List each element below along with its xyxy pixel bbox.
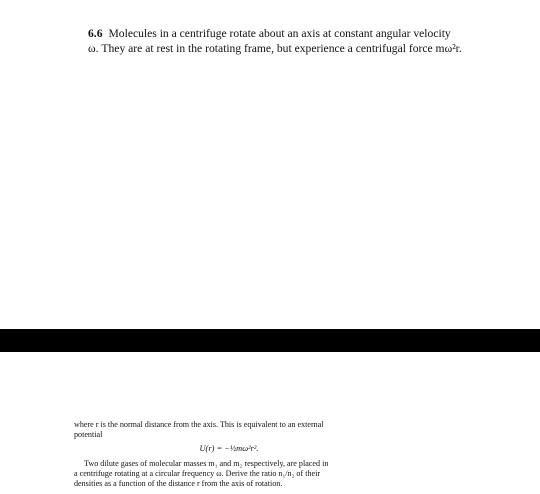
- lower-passage-line-4: a centrifuge rotating at a circular frequency ω. Derive the ratio n₁/n₂ of their: [74, 468, 321, 478]
- potential-equation: U(r) = −½mω²r².: [199, 443, 259, 453]
- lower-passage-line-5: densities as a function of the distance r from the axis of rotation.: [74, 479, 283, 489]
- upper-passage-line-1-text: Molecules in a centrifuge rotate about an axis at constant angular velocity: [108, 27, 451, 40]
- upper-passage: [88, 26, 483, 56]
- lower-passage-line-3: Two dilute gases of molecular masses m₁ and m₂ respectively, are placed in: [84, 458, 329, 468]
- lower-passage-line-2: potential: [74, 430, 103, 440]
- redaction-bar: [0, 329, 540, 352]
- lower-passage: [74, 420, 374, 489]
- problem-number: 6.6: [88, 27, 103, 40]
- upper-passage-line-1: [88, 26, 483, 41]
- upper-passage-line-2: ω. They are at rest in the rotating frame, but experience a centrifugal force mω²r.: [88, 42, 462, 55]
- lower-passage-line-1: where r is the normal distance from the axis. This is equivalent to an external: [74, 420, 324, 429]
